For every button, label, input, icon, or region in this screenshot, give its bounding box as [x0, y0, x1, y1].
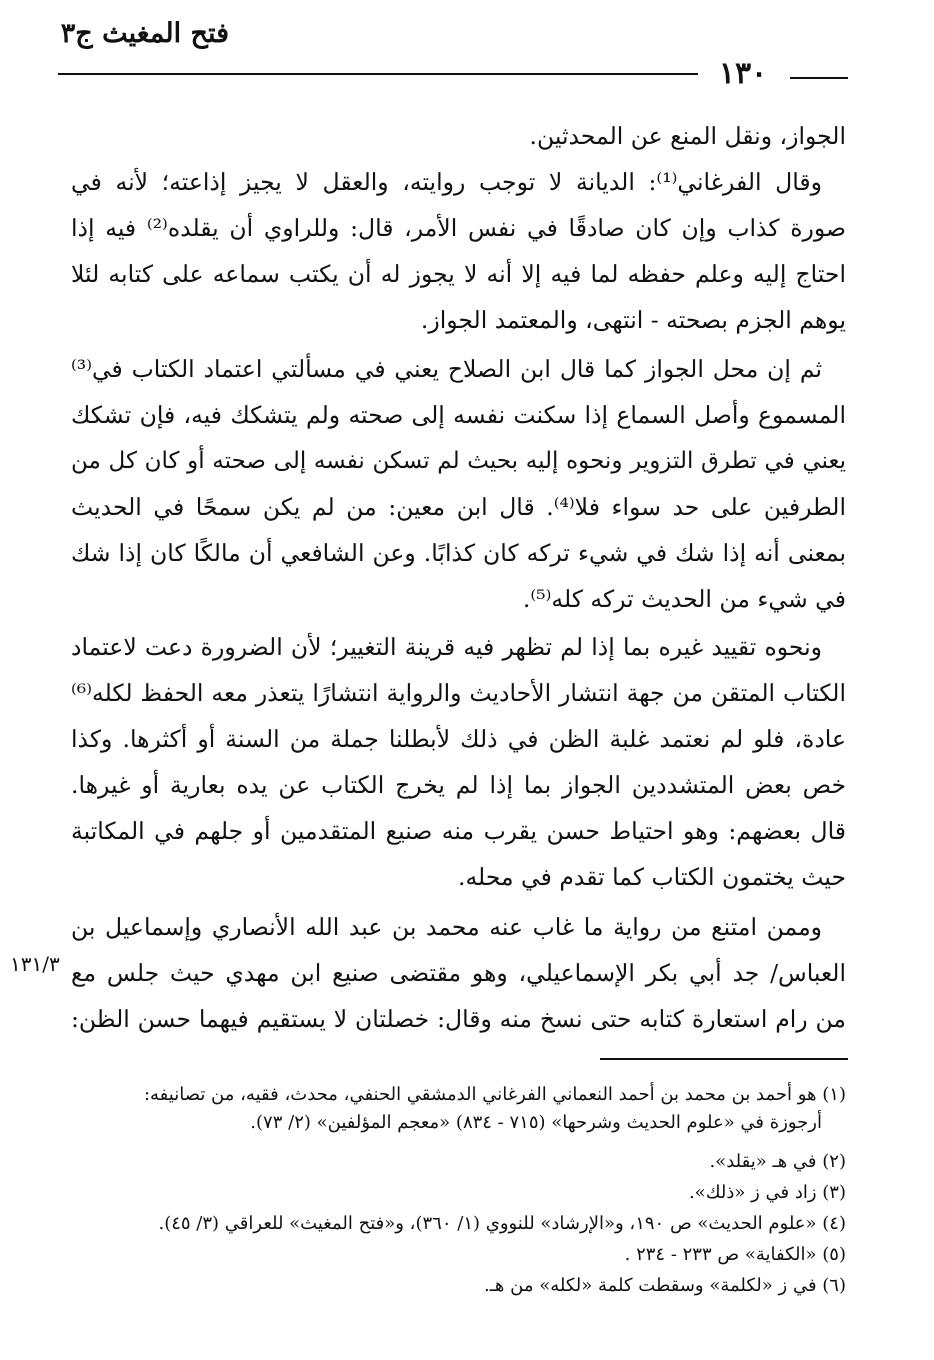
- body-line: احتاج إليه وعلم حفظه لما فيه إلا أنه لا يجوز له أن يكتب سماعه على كتابه لئلا: [71, 260, 846, 288]
- margin-page-reference: ١٣١/٣: [10, 952, 60, 976]
- body-line: بمعنى أنه إذا شك في شيء تركه كان كذابًا. وعن الشافعي أن مالكًا كان إذا شك: [71, 539, 846, 567]
- body-line: الطرفين على حد سواء فلا⁽⁴⁾. قال ابن معين: من لم يكن سمحًا في الحديث: [71, 493, 846, 521]
- body-line: خص بعض المتشددين الجواز بما إذا لم يخرج الكتاب عن يده بعارية أو غيرها.: [71, 771, 846, 799]
- body-line: ونحوه تقييد غيره بما إذا لم تظهر فيه قرينة التغيير؛ لأن الضرورة دعت لاعتماد: [71, 633, 822, 661]
- footnote-line: (٣) زاد في ز «ذلك».: [688, 1182, 846, 1203]
- body-line: قال بعضهم: وهو احتياط حسن يقرب منه صنيع المتقدمين أو جلهم في المكاتبة: [71, 817, 846, 845]
- header-rule-short: [790, 77, 848, 79]
- running-title: فتح المغيث ج٣: [60, 18, 229, 49]
- header-rule: [58, 73, 698, 75]
- body-line: الجواز، ونقل المنع عن المحدثين.: [529, 122, 846, 150]
- body-line: من رام استعارة كتابه حتى نسخ منه وقال: خصلتان لا يستقيم فيهما حسن الظن:: [71, 1005, 846, 1033]
- body-line: عادة، فلو لم نعتمد غلبة الظن في ذلك لأبطلنا جملة من السنة أو أكثرها. وكذا: [71, 725, 846, 753]
- footnote-line: (٤) «علوم الحديث» ص ١٩٠، و«الإرشاد» للنووي (١/ ٣٦٠)، و«فتح المغيث» للعراقي (٣/ ٤٥).: [158, 1213, 846, 1234]
- body-line: صورة كذاب وإن كان صادقًا في نفس الأمر، قال: وللراوي أن يقلده⁽²⁾ فيه إذا: [71, 214, 846, 242]
- footnote-line: (٢) في هـ «يقلد».: [709, 1151, 846, 1172]
- footnote-line: أرجوزة في «علوم الحديث وشرحها» (٧١٥ - ٨٣٤) «معجم المؤلفين» (٢/ ٧٣).: [250, 1112, 822, 1133]
- body-line: العباس/ جد أبي بكر الإسماعيلي، وهو مقتضى صنيع ابن مهدي حيث جلس مع: [71, 959, 846, 987]
- body-line: وممن امتنع من رواية ما غاب عنه محمد بن عبد الله الأنصاري وإسماعيل بن: [71, 913, 822, 941]
- footnote-line: (٥) «الكفاية» ص ٢٣٣ - ٢٣٤ .: [624, 1244, 846, 1265]
- body-line: يعني في تطرق التزوير ونحوه إليه بحيث لم تسكن نفسه إلى صحته أو كان كل من: [71, 448, 846, 474]
- body-line: يوهم الجزم بصحته - انتهى، والمعتمد الجواز.: [420, 306, 846, 334]
- footnote-line: (٦) في ز «لكلمة» وسقطت كلمة «لكله» من هـ.: [483, 1275, 846, 1296]
- page-number: ١٣٠: [718, 56, 768, 91]
- body-line: الكتاب المتقن من جهة انتشار الأحاديث والرواية انتشارًا يتعذر معه الحفظ لكله⁽⁶⁾: [71, 679, 846, 707]
- body-line: المسموع وأصل السماع إذا سكنت نفسه إلى صحته ولم يتشكك فيه، فإن تشكك: [71, 401, 846, 429]
- body-line: وقال الفرغاني⁽¹⁾: الديانة لا توجب روايته، والعقل لا يجيز إذاعته؛ لأنه في: [71, 168, 822, 196]
- body-line: ثم إن محل الجواز كما قال ابن الصلاح يعني في مسألتي اعتماد الكتاب في⁽³⁾: [71, 355, 822, 383]
- body-line: في شيء من الحديث تركه كله⁽⁵⁾.: [522, 585, 846, 613]
- footnote-rule: [600, 1058, 848, 1060]
- body-line: حيث يختمون الكتاب كما تقدم في محله.: [457, 863, 846, 891]
- footnote-line: (١) هو أحمد بن محمد بن أحمد النعماني الفرغاني الدمشقي الحنفي، محدث، فقيه، من تصانيفه:: [143, 1084, 846, 1105]
